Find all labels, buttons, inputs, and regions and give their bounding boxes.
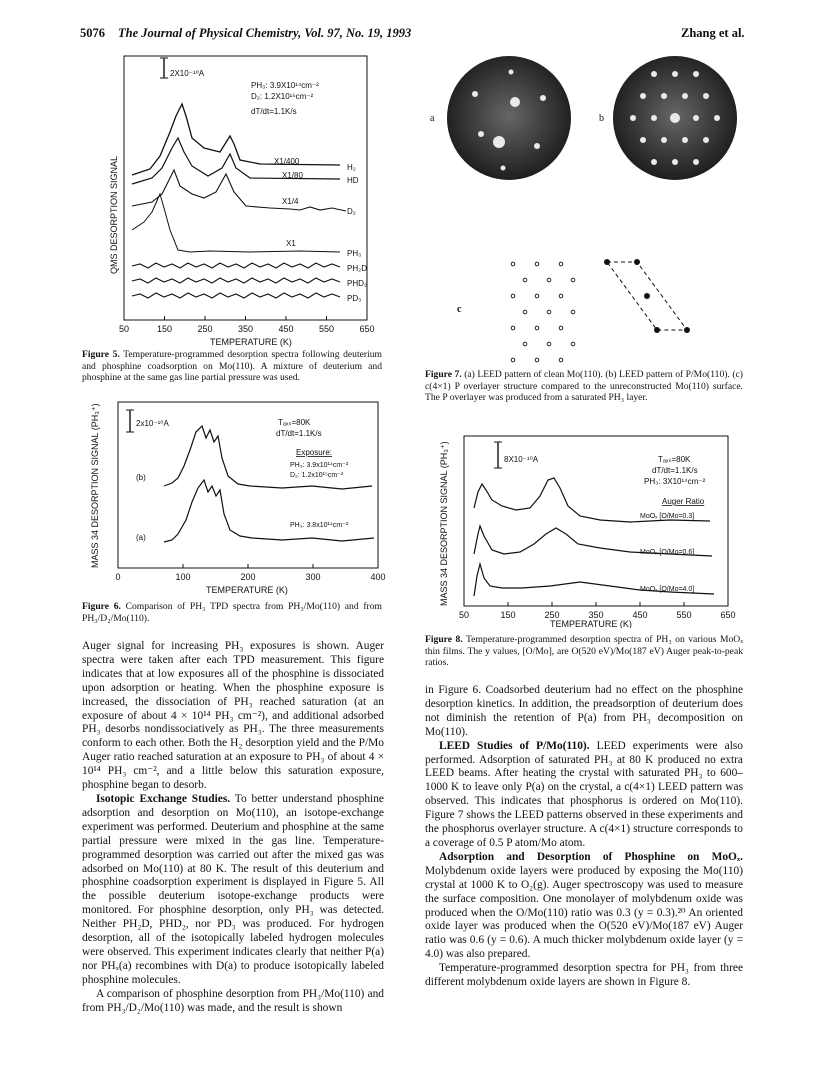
leed-spot [651,71,657,77]
fig6-label-b: (b) [136,473,146,482]
leed-spot [630,115,636,121]
leed-spot [672,71,678,77]
fig5-trace-pd3: PD₃ [347,294,362,303]
c4x1-unit-cell [604,259,690,333]
section-heading: Adsorption and Desorption of Phosphine on MoOₓ. [439,850,743,863]
leed-spot [693,159,699,165]
paragraph: Temperature-programmed desorption spectra for PH₃ from three different molybdenum oxide layers are shown in Figure 8. [425,962,743,989]
mo-lattice-atom [523,342,527,346]
figure-7-caption: Figure 7. (a) LEED pattern of clean Mo(110). (b) LEED pattern of P/Mo(110). (c) c(4×1) P overlayer structure compared to the unreconstructed Mo(110) surface. The P overlayer was produced from a saturated PH₃ layer. [425,369,743,404]
fig8-y-axis-label: MASS 34 DESORPTION SIGNAL (PH₃⁺) [439,441,449,606]
fig5-mult-hd: X1/80 [282,171,303,180]
mo-lattice-atom [511,326,515,330]
fig7-label-b: b [599,113,604,124]
fig5-trace-phd2: PHD₂ [347,279,367,288]
fig5-x-tick-label: 550 [318,324,335,334]
author-header: Zhang et al. [681,26,745,40]
paragraph: Auger signal for increasing PH₃ exposures is shown. Auger spectra were taken after each TPD measurement. This figure indicates that at low exposures all of the phosphine is dissociated upon adsorption or heating. When the phosphine exposure is increased, the dissociation of PH₃ reached saturation (at an exposure of about 4 × 10¹⁴ PH₃ cm⁻²), and additional adsorbed PH₃ desorbs nondissociatively as PH₃. The three measurements conform to each other. Both the H₂ desorption yield and the P/Mo Auger ratio reached saturation at an exposure to PH₃ of about 4 × 10¹⁴ PH₃ cm⁻², and a little below this saturation exposure, phosphine began to desorb. [82,640,384,792]
section-heading: LEED Studies of P/Mo(110). [439,739,590,752]
fig6-x-tick-label: 400 [370,572,386,582]
fig6-exp-b1: PH₃: 3.9x10¹⁴cm⁻² [290,462,349,469]
mo-lattice-atom [571,342,575,346]
paragraph-isotopic: Isotopic Exchange Studies. To better understand phosphine adsorption and desorption on Mo(110), an isotope-exchange experiment was performed. Deuterium and phosphine at the same partial pressure were mixed in the gas line. Temperature-programmed desorption was carried out after the mixed gas was adsorbed on Mo(110) at 80 K. The result of this deuterium and phosphine coadsorption experiment is displayed in Figure 5. All the possible deuterium isotope-exchange products were monitored. For phosphine desorption, only PH₃ was detected. Neither PH₂D, PHD₂, nor PD₃ was produced. For hydrogen desorption, all of the isotopically labeled hydrogen molecules were observed. This experiment indicates clearly that neither P(a) nor PHₓ(a) recombines with D(a) to produce isotopically labeled phosphine molecules. [82,792,384,986]
page-number: 5076 [80,26,105,40]
mo-lattice-atom [547,278,551,282]
figure-6-plot [82,396,392,596]
right-column [425,684,743,990]
mo-lattice-atom [535,262,539,266]
fig5-rate: dT/dt=1.1K/s [251,107,297,116]
leed-spot [661,137,667,143]
fig5-x-tick-label: 450 [278,324,294,334]
leed-spot [682,93,688,99]
journal-title: The Journal of Physical Chemistry, Vol. 97, No. 19, 1993 [118,26,412,40]
fig7-label-a: a [430,113,435,124]
fig6-x-tick-label: 100 [175,572,191,582]
fig6-exp-a: PH₃: 3.8x10¹⁴cm⁻² [290,522,349,529]
fig8-x-tick-label: 150 [500,610,516,620]
leed-spot [703,137,709,143]
fig8-curve-2: MoOₓ [O/Mo=0.6] [640,549,695,556]
leed-spot [693,115,699,121]
fig5-cond2: D₂: 1.2X10¹⁵cm⁻² [251,92,314,101]
fig5-x-tick-label: 250 [197,324,213,334]
fig5-mult-h2: X1/400 [274,157,300,166]
mo-lattice-atom [547,310,551,314]
mo-lattice-atom [571,278,575,282]
fig5-trace-hd: HD [347,176,359,185]
fig6-x-tick-label: 0 [115,572,121,582]
fig8-x-axis-label: TEMPERATURE (K) [550,619,632,628]
leed-spot [714,115,720,121]
leed-spot [651,159,657,165]
fig5-mult-ph3: X1 [286,239,296,248]
mo-lattice-atom [535,326,539,330]
leed-spot [670,113,680,123]
fig8-x-tick-label: 350 [588,610,604,620]
figure-6-caption: Figure 6. Comparison of PH₃ TPD spectra from PH₃/Mo(110) and from PH₃/D₂/Mo(110). [82,601,382,624]
mo-lattice-atom [559,326,563,330]
fig8-tads: Tₐₓₛ=80K [658,455,691,464]
fig8-rate: dT/dt=1.1K/s [652,466,698,475]
fig8-scale: 8X10⁻¹⁰A [504,455,539,464]
mo-lattice-atom [511,358,515,362]
leed-spot [640,93,646,99]
fig5-trace-ph2d: PH₂D [347,264,367,273]
fig8-x-tick-label: 250 [544,610,560,620]
figure-7-leed [425,46,745,364]
mo-lattice-atom [511,262,515,266]
fig6-x-tick-label: 200 [240,572,256,582]
mo-lattice-atom [571,310,575,314]
mo-lattice-atom [547,342,551,346]
mo-lattice-atom [523,278,527,282]
fig5-trace-ph3: PH₃ [347,249,362,258]
paragraph: in Figure 6. Coadsorbed deuterium had no effect on the phosphine desorption kinetics. In addition, the preadsorption of deuterium does not diminish the retention of P(a) from PH₃ decomposition on Mo(110). [425,684,743,738]
fig8-x-tick-label: 650 [720,610,736,620]
leed-pattern-a [447,56,571,180]
mo-lattice-atom [559,358,563,362]
leed-spot [672,159,678,165]
figure-8-caption: Figure 8. Temperature-programmed desorption spectra of PH₃ on various MoOₓ thin films. The y values, [O/Mo], are O(520 eV)/Mo(187 eV) Auger peak-to-peak ratios. [425,634,743,669]
paragraph: A comparison of phosphine desorption from PH₃/Mo(110) and from PH₃/D₂/Mo(110) was made, and the result is shown [82,987,384,1014]
fig5-x-tick-label: 350 [237,324,254,334]
fig5-mult-d2: X1/4 [282,197,299,206]
mo-lattice-atom [535,294,539,298]
leed-spot [693,71,699,77]
fig8-curve-1: MoOₓ [O/Mo=0.3] [640,513,695,520]
fig6-y-axis-label: MASS 34 DESORPTION SIGNAL (PH₃⁺) [90,403,100,568]
leed-spot [661,93,667,99]
leed-spot [651,115,657,121]
paragraph-moox: Adsorption and Desorption of Phosphine on MoOₓ. Molybdenum oxide layers were produced by exposing the Mo(110) crystal at 1000 K to O₂(g). Auger spectroscopy was used to measure the surface composition. One monolayer of molybdenum oxide was produced when the O/Mo(110) ratio was 0.3 (y = 0.3).²⁰ An oriented oxide layer was produced when the O(520 eV)/Mo(187 eV) Auger ratio was 0.6 (y = 0.6). A much thicker molybdenum oxide layer (y = 4.0) was also prepared. [425,850,743,961]
fig8-curve-3: MoOₓ [O/Mo=4.0] [640,586,695,593]
fig5-trace-d2: D₂ [347,207,356,216]
fig5-y-axis-label: QMS DESORPTION SIGNAL [109,155,119,274]
leed-spot [682,137,688,143]
fig8-x-tick-label: 550 [676,610,692,620]
fig5-trace-h2: H₂ [347,163,356,172]
fig6-exp-b2: D₂: 1.2x10¹⁵cm⁻² [290,472,344,479]
paragraph-leed: LEED Studies of P/Mo(110). LEED experiments were also performed. Adsorption of saturated PH₃ at 80 K produced no extra LEED beams. After heating the crystal with saturated PH₃ to 600–1000 K to leave only P(a) on the crystal, a c(4×1) LEED pattern was observed. This indicates that phosphorus is ordered on Mo(110). Figure 7 shows the LEED patterns observed in these experiments and the phosphorus overlayer structure. A c(4×1) structure corresponds to a coverage of 0.5 P atom/Mo atom. [425,739,743,849]
fig5-x-tick-label: 50 [118,324,130,334]
mo-lattice-atom [511,294,515,298]
fig8-x-tick-label: 450 [632,610,648,620]
fig8-exp: PH₃: 3X10¹⁴cm⁻² [644,477,706,486]
fig8-x-tick-label: 50 [458,610,470,620]
figure-5-caption: Figure 5. Temperature-programmed desorption spectra following deuterium and phosphine coadsorption on Mo(110). A mixture of deuterium and phosphine at the same gas line partial pressure was used. [82,349,382,384]
mo-lattice-atom [535,358,539,362]
mo-lattice-atom [523,310,527,314]
fig6-scale: 2x10⁻¹⁰A [136,419,169,428]
fig6-tads: Tₐₓₛ=80K [278,418,311,427]
left-column [82,640,384,1015]
fig6-exposure: Exposure: [296,448,333,457]
fig5-x-tick-label: 650 [359,324,375,334]
figure-8-plot [430,428,750,628]
figure-5-plot [100,44,380,349]
fig6-label-a: (a) [136,533,146,542]
fig6-x-axis-label: TEMPERATURE (K) [206,585,288,595]
fig5-scale: 2X10⁻¹⁰A [170,69,205,78]
section-heading: Isotopic Exchange Studies. [96,792,231,805]
fig6-rate: dT/dt=1.1K/s [276,429,322,438]
fig6-x-tick-label: 300 [305,572,321,582]
leed-spot [640,137,646,143]
fig8-auger: Auger Ratio [662,497,705,506]
fig5-x-axis-label: TEMPERATURE (K) [210,337,292,347]
fig7-label-c: c [457,304,462,315]
mo-lattice-atom [559,262,563,266]
mo-lattice-atom [559,294,563,298]
fig5-cond1: PH₃: 3.9X10¹⁴cm⁻² [251,81,319,90]
leed-spot [703,93,709,99]
fig5-x-tick-label: 150 [156,324,173,334]
